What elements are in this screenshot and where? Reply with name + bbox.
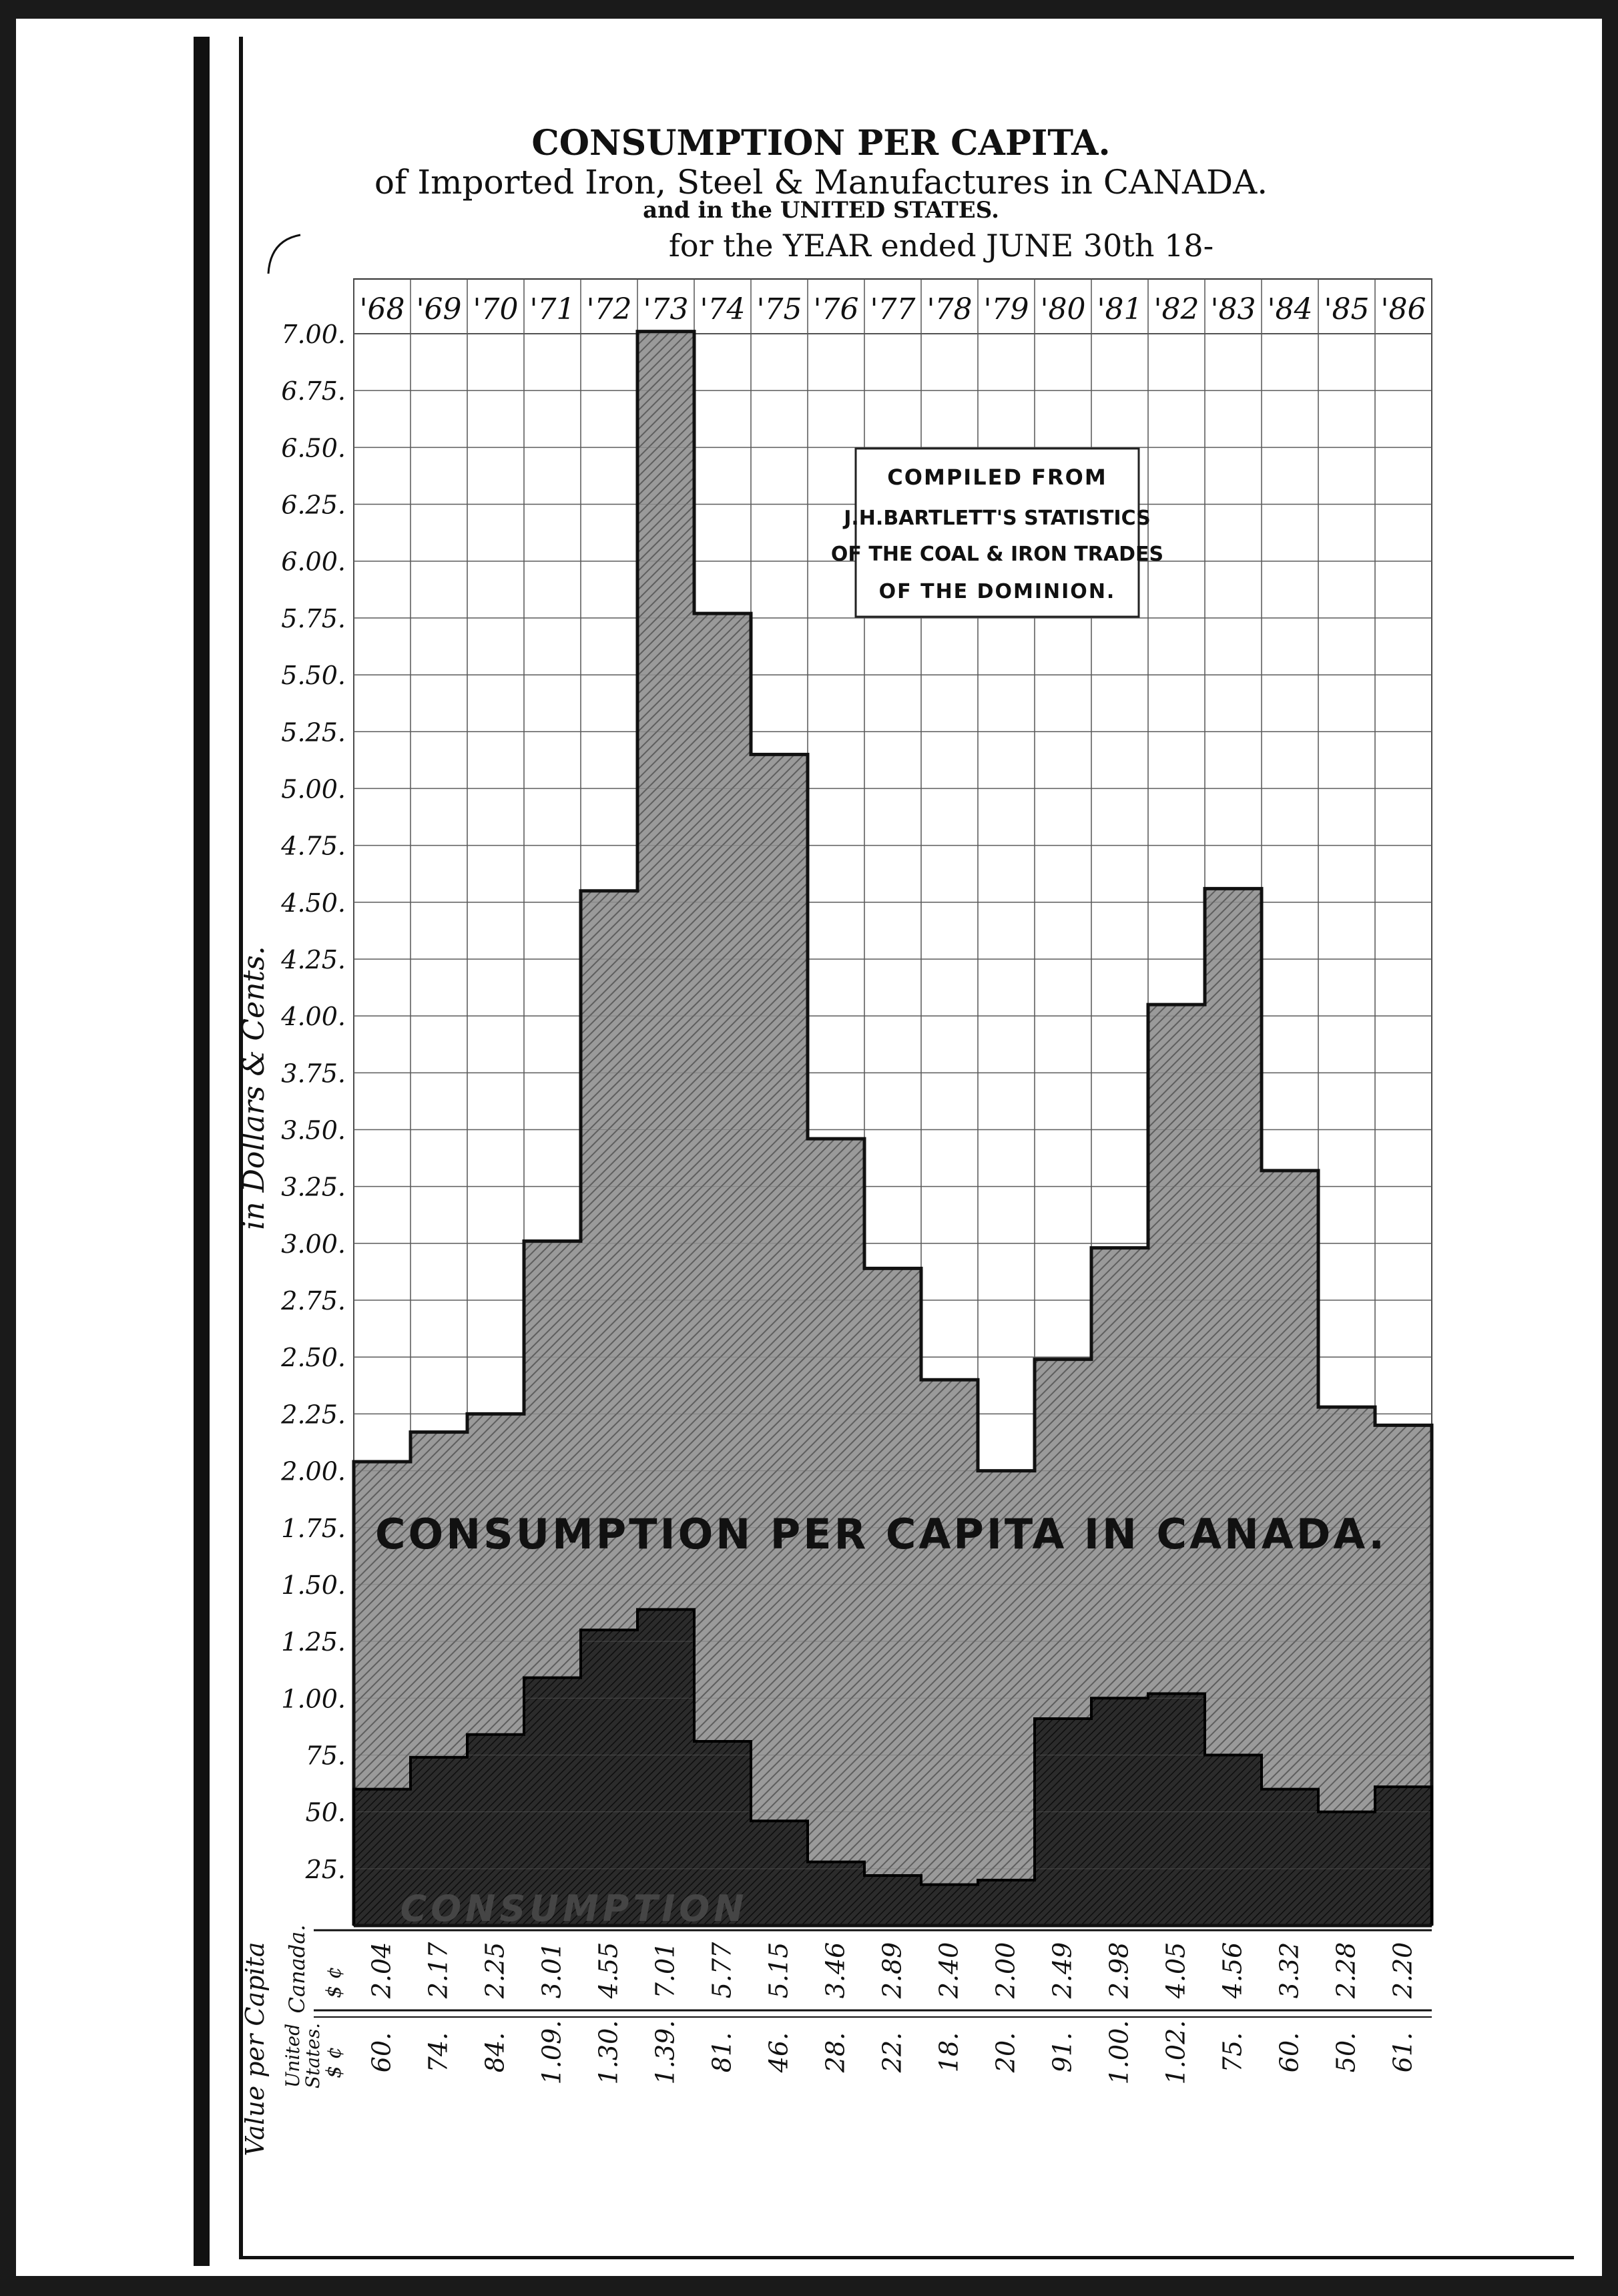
y-tick-label: 6.00. <box>281 547 346 577</box>
bar-us <box>581 1630 637 1926</box>
bar-us <box>978 1880 1035 1926</box>
bar-us <box>1262 1789 1318 1926</box>
bar-us <box>751 1821 808 1926</box>
compiled-line-1: COMPILED FROM <box>887 465 1107 490</box>
table-value-canada: 2.17 <box>423 1942 453 1999</box>
table-value-canada: 3.46 <box>820 1942 850 1999</box>
table-value-canada: 4.55 <box>593 1942 623 1999</box>
y-tick-label: 75. <box>305 1741 346 1771</box>
x-tick-label: '73 <box>643 292 689 326</box>
x-tick-label: '71 <box>529 292 575 326</box>
table-value-canada: 5.15 <box>764 1942 794 1999</box>
table-value-us: 50. <box>1331 2032 1361 2073</box>
value-table-us-unit: $ ¢ <box>322 2046 346 2078</box>
table-value-us: 1.30. <box>593 2020 623 2085</box>
bar-us <box>921 1885 978 1926</box>
value-table-header: Value per Capita <box>240 1942 270 2157</box>
y-axis-label: in Dollars & Cents. <box>237 946 271 1230</box>
title-line-2: of Imported Iron, Steel & Manufactures in CANADA. <box>374 163 1268 202</box>
compiled-line-2: J.H.BARTLETT'S STATISTICS <box>844 507 1151 530</box>
x-tick-label: '85 <box>1324 292 1370 326</box>
table-value-us: 46. <box>764 2032 794 2073</box>
y-tick-label: 1.00. <box>281 1684 346 1714</box>
x-tick-label: '82 <box>1153 292 1199 326</box>
legend-us: CONSUMPTION <box>400 1888 748 1930</box>
table-value-canada: 4.05 <box>1161 1942 1191 1999</box>
x-tick-label: '72 <box>586 292 632 326</box>
table-value-canada: 5.77 <box>707 1942 737 1999</box>
y-tick-label: 2.25. <box>281 1400 346 1430</box>
x-tick-label: '74 <box>700 292 746 326</box>
y-tick-label: 4.00. <box>281 1002 346 1032</box>
y-tick-label: 50. <box>305 1797 346 1827</box>
compiled-line-4: OF THE DOMINION. <box>878 580 1116 603</box>
x-tick-label: '79 <box>983 292 1029 326</box>
table-value-us: 1.00. <box>1104 2020 1134 2085</box>
table-value-canada: 2.25 <box>480 1942 510 1999</box>
compiled-from-box <box>831 449 1163 617</box>
y-tick-label: 2.75. <box>281 1286 346 1316</box>
bar-us <box>1375 1787 1432 1926</box>
table-value-canada: 4.56 <box>1218 1942 1248 1999</box>
y-tick-label: 5.25. <box>281 718 346 748</box>
title-line-3: and in the UNITED STATES. <box>643 197 999 224</box>
x-tick-label: '70 <box>473 292 519 326</box>
y-tick-label: 1.50. <box>281 1570 346 1600</box>
y-tick-label: 2.00. <box>281 1456 346 1486</box>
value-table-us-label-2: States. <box>302 2022 324 2089</box>
y-tick-label: 5.75. <box>281 603 346 633</box>
value-table-us-label-1: United <box>282 2023 304 2088</box>
y-tick-label: 7.00. <box>281 320 346 349</box>
value-table-canada-label: Canada. <box>284 1924 310 2014</box>
table-value-canada: 3.01 <box>537 1942 567 1999</box>
y-tick-label: 3.00. <box>281 1229 346 1259</box>
x-tick-label: '75 <box>756 292 802 326</box>
bar-us <box>637 1609 694 1926</box>
table-value-us: 74. <box>423 2032 453 2073</box>
y-tick-label: 4.25. <box>281 944 346 974</box>
table-value-canada: 2.20 <box>1388 1942 1418 1999</box>
x-tick-label: '81 <box>1097 292 1143 326</box>
compiled-line-3: OF THE COAL & IRON TRADES <box>830 543 1164 566</box>
x-tick-label: '80 <box>1040 292 1086 326</box>
x-tick-label: '76 <box>813 292 859 326</box>
table-value-us: 81. <box>707 2032 737 2073</box>
y-tick-label: 3.50. <box>281 1115 346 1145</box>
y-tick-label: 4.50. <box>281 888 346 918</box>
y-tick-label: 1.25. <box>281 1627 346 1657</box>
x-tick-label: '69 <box>416 292 462 326</box>
y-tick-label: 5.50. <box>281 661 346 691</box>
y-tick-label: 1.75. <box>281 1513 346 1543</box>
table-value-canada: 2.04 <box>366 1942 396 1999</box>
table-value-us: 60. <box>366 2032 396 2073</box>
table-value-us: 18. <box>934 2032 964 2073</box>
legend-canada: CONSUMPTION PER CAPITA IN CANADA. <box>375 1510 1387 1558</box>
table-value-canada: 2.28 <box>1331 1942 1361 1999</box>
bar-canada <box>694 613 751 1926</box>
table-value-us: 1.09. <box>537 2020 567 2085</box>
bar-us <box>1205 1755 1262 1926</box>
table-value-us: 91. <box>1047 2032 1077 2073</box>
x-tick-label: '84 <box>1267 292 1313 326</box>
x-tick-label: '86 <box>1380 292 1426 326</box>
table-value-us: 60. <box>1274 2032 1304 2073</box>
value-table-canada-unit: $ ¢ <box>322 1966 346 1998</box>
table-value-us: 84. <box>480 2032 510 2073</box>
table-value-us: 1.02. <box>1161 2020 1191 2085</box>
title-line-4: for the YEAR ended JUNE 30th 18- <box>668 228 1214 264</box>
y-tick-label: 2.50. <box>281 1343 346 1373</box>
table-value-canada: 3.32 <box>1274 1942 1304 1999</box>
table-value-canada: 2.98 <box>1104 1942 1134 1999</box>
table-value-us: 1.39. <box>650 2020 680 2085</box>
x-tick-label: '77 <box>870 292 916 326</box>
table-value-us: 22. <box>877 2032 907 2073</box>
x-tick-label: '78 <box>926 292 973 326</box>
bar-us <box>808 1862 864 1926</box>
y-tick-label: 3.75. <box>281 1059 346 1089</box>
table-value-canada: 2.40 <box>934 1942 964 1999</box>
y-tick-label: 4.75. <box>281 831 346 861</box>
bar-canada <box>751 754 808 1926</box>
table-value-us: 20. <box>991 2032 1021 2073</box>
table-value-us: 75. <box>1218 2032 1248 2073</box>
bar-canada <box>864 1268 921 1926</box>
x-tick-label: '68 <box>359 292 405 326</box>
y-tick-label: 25. <box>305 1854 346 1884</box>
bar-canada <box>921 1380 978 1926</box>
table-value-us: 28. <box>820 2032 850 2073</box>
y-tick-label: 6.25. <box>281 490 346 520</box>
bar-us <box>864 1876 921 1926</box>
table-value-canada: 2.49 <box>1047 1942 1077 1999</box>
table-value-canada: 2.89 <box>877 1942 907 1999</box>
y-tick-label: 6.50. <box>281 433 346 463</box>
bar-us <box>1035 1719 1091 1926</box>
bar-us <box>1148 1693 1205 1926</box>
table-value-us: 61. <box>1388 2032 1418 2073</box>
title-line-1: CONSUMPTION PER CAPITA. <box>531 123 1111 164</box>
y-tick-label: 3.25. <box>281 1172 346 1202</box>
x-tick-label: '83 <box>1210 292 1256 326</box>
y-tick-label: 6.75. <box>281 376 346 406</box>
table-value-canada: 2.00 <box>991 1942 1021 1999</box>
table-value-canada: 7.01 <box>650 1942 680 1999</box>
y-tick-label: 5.00. <box>281 774 346 804</box>
